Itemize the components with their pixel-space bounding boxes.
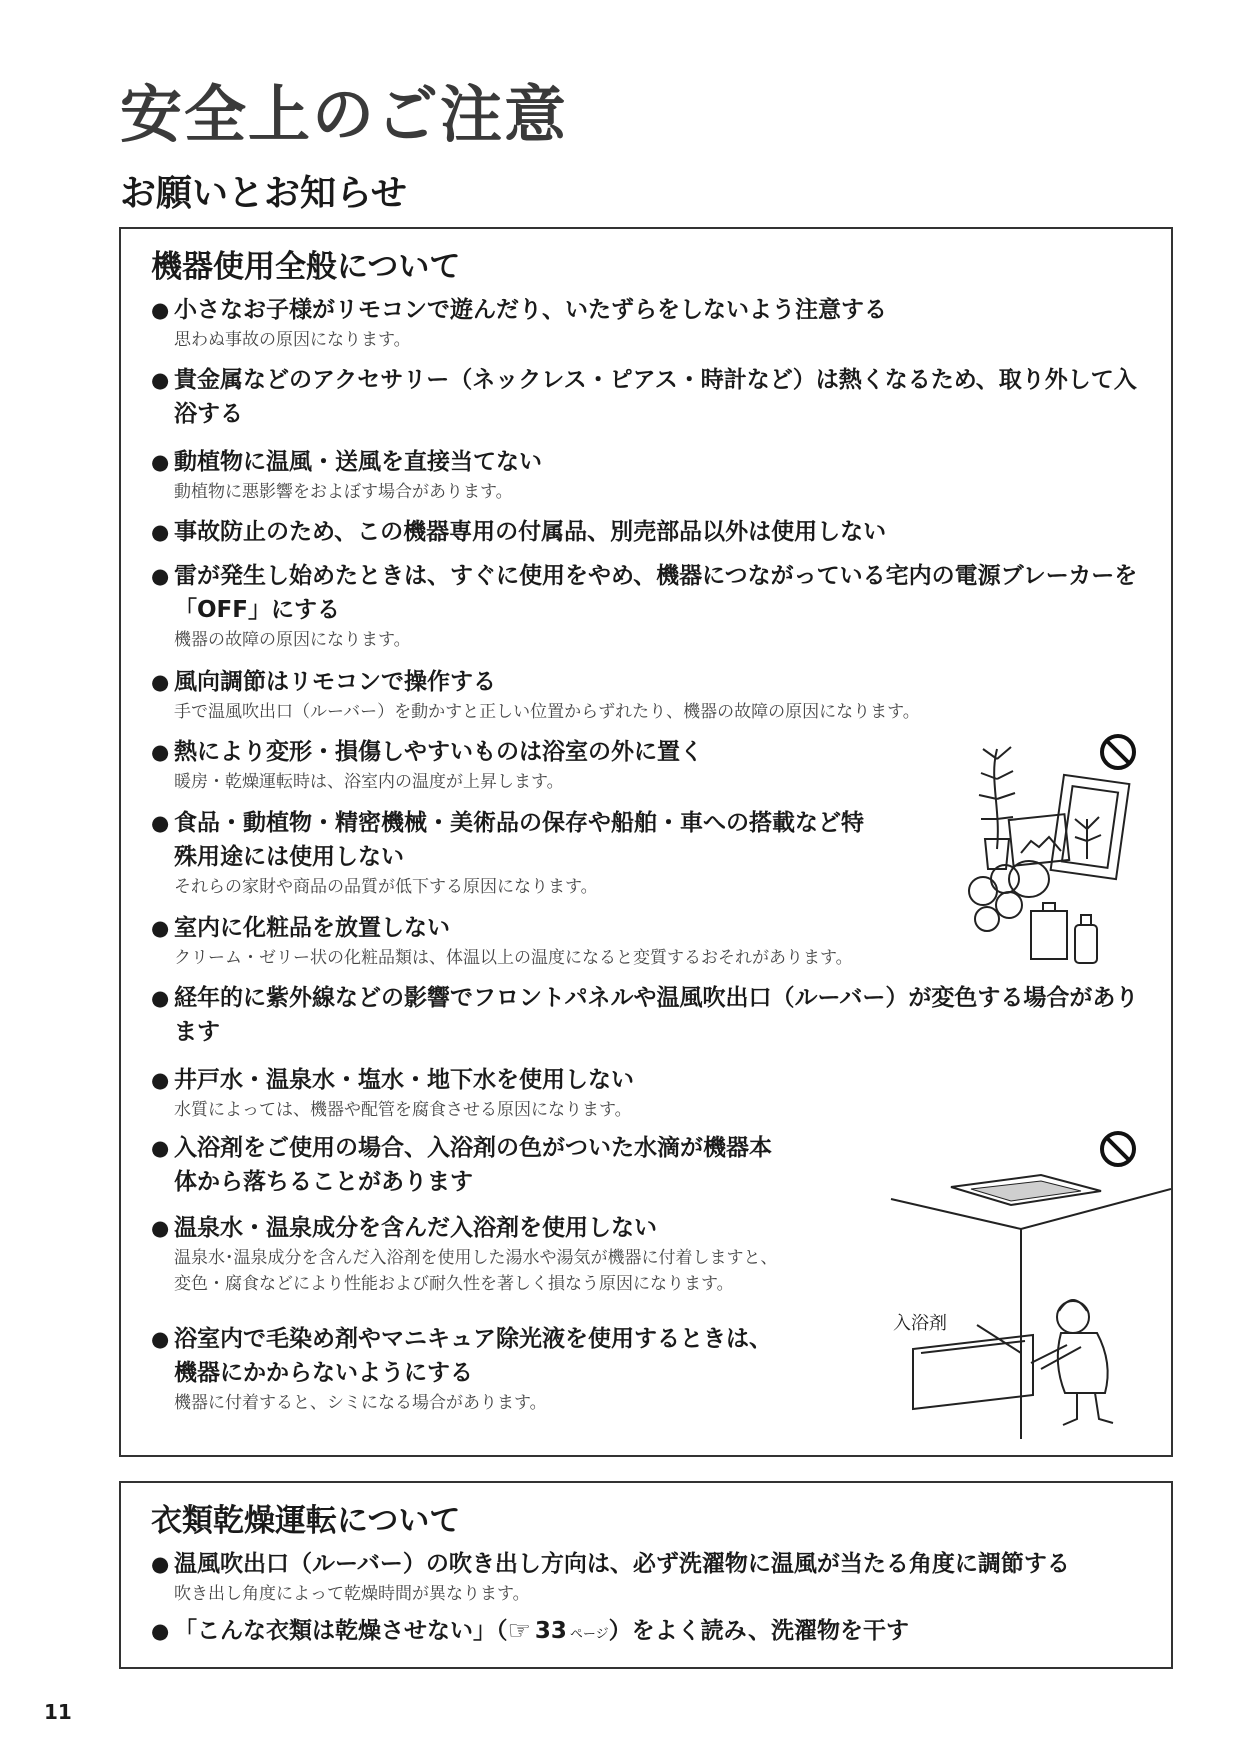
- list-item: [151, 806, 881, 900]
- bullet-icon: ●: [151, 1216, 170, 1240]
- list-item: [151, 1063, 1151, 1123]
- item-note: 水質によっては、機器や配管を腐食させる原因になります。: [174, 1100, 632, 1120]
- bullet-icon: ●: [151, 564, 170, 588]
- bullet-icon: ●: [151, 368, 170, 392]
- page-number: 11: [44, 1700, 72, 1724]
- list-item: [151, 1211, 791, 1297]
- item-title: ● 貴金属などのアクセサリー（ネックレス・ピアス・時計など）は熱くなるため、取り外して入浴する: [151, 363, 1151, 431]
- item-title: ● 動植物に温風・送風を直接当てない: [151, 445, 1151, 479]
- item-note: 機器の故障の原因になります。: [174, 630, 411, 650]
- item-title: ● 室内に化粧品を放置しない: [151, 911, 1151, 945]
- item-note: 機器に付着すると、シミになる場合があります。: [174, 1393, 547, 1413]
- section-title: お願いとお知らせ: [120, 173, 407, 214]
- bullet-icon: ●: [151, 670, 170, 694]
- item-note: 動植物に悪影響をおよぼす場合があります。: [174, 482, 513, 502]
- list-item: [151, 1614, 1161, 1652]
- ref-page-unit: ページ: [569, 1627, 609, 1642]
- item-note: 手で温風吹出口（ルーバー）を動かすと正しい位置からずれたり、機器の故障の原因になります。: [174, 702, 920, 722]
- item-title: ● 食品・動植物・精密機械・美術品の保存や船舶・車への搭載など特殊用途には使用しない: [151, 806, 881, 874]
- list-item: [151, 1131, 791, 1199]
- list-item: [151, 735, 951, 795]
- bullet-icon: ●: [151, 916, 170, 940]
- item-title: ● 浴室内で毛染め剤やマニキュア除光液を使用するときは、機器にかからないようにする: [151, 1322, 791, 1390]
- ref-pre: 「こんな衣類は乾燥させない」（: [174, 1618, 508, 1644]
- bullet-icon: ●: [151, 1327, 170, 1351]
- bullet-icon: ●: [151, 1068, 170, 1092]
- item-note: それらの家財や商品の品質が低下する原因になります。: [174, 877, 598, 897]
- item-note: クリーム・ゼリー状の化粧品類は、体温以上の温度になると変質するおそれがあります。: [174, 948, 853, 968]
- item-title: ● 風向調節はリモコンで操作する: [151, 665, 1151, 699]
- bullet-icon: ●: [151, 811, 170, 835]
- item-title: ● 井戸水・温泉水・塩水・地下水を使用しない: [151, 1063, 1151, 1097]
- item-note: 思わぬ事故の原因になります。: [174, 330, 411, 350]
- bullet-icon: ●: [151, 298, 170, 322]
- bullet-icon: ●: [151, 1136, 170, 1160]
- item-note: 温泉水･温泉成分を含んだ入浴剤を使用した湯水や湯気が機器に付着しますと、変色・腐食などにより性能および耐久性を著しく損なう原因になります。: [174, 1248, 778, 1294]
- illustration-label: 入浴剤: [893, 1313, 947, 1334]
- list-item: [151, 559, 1151, 653]
- bullet-icon: ●: [151, 1619, 170, 1643]
- pointing-hand-icon: ☞: [507, 1616, 531, 1646]
- list-item: [151, 445, 1151, 505]
- bullet-icon: ●: [151, 450, 170, 474]
- item-note: 吹き出し角度によって乾燥時間が異なります。: [174, 1584, 530, 1604]
- list-item: [151, 665, 1151, 725]
- list-item: [151, 1322, 791, 1416]
- bullet-icon: ●: [151, 520, 170, 544]
- item-note: 暖房・乾燥運転時は、浴室内の温度が上昇します。: [174, 772, 564, 792]
- item-title: ● 入浴剤をご使用の場合、入浴剤の色がついた水滴が機器本体から落ちることがあります: [151, 1131, 791, 1199]
- plant-and-frames-illustration: [959, 729, 1141, 969]
- list-item: [151, 363, 1151, 431]
- general-usage-box: [119, 227, 1173, 1457]
- item-title: [151, 1614, 1161, 1652]
- prohibition-icon: [1098, 1129, 1138, 1169]
- bullet-icon: ●: [151, 740, 170, 764]
- item-title: ● 小さなお子様がリモコンで遊んだり、いたずらをしないよう注意する: [151, 293, 1151, 327]
- box-heading-drying: 衣類乾燥運転について: [151, 1503, 461, 1539]
- item-title: ● 事故防止のため、この機器専用の付属品、別売部品以外は使用しない: [151, 515, 1151, 549]
- bullet-icon: ●: [151, 986, 170, 1010]
- box-heading-general: 機器使用全般について: [151, 249, 461, 285]
- item-title: ● 雷が発生し始めたときは、すぐに使用をやめ、機器につながっている宅内の電源ブレーカーを「OFF」にする: [151, 559, 1151, 627]
- ref-post: ）をよく読み、洗濯物を干す: [608, 1618, 909, 1644]
- bullet-icon: ●: [151, 1552, 170, 1576]
- item-title: ● 温風吹出口（ルーバー）の吹き出し方向は、必ず洗濯物に温風が当たる角度に調節する: [151, 1547, 1161, 1581]
- list-item: [151, 1547, 1161, 1607]
- list-item: [151, 515, 1151, 549]
- page-title: 安全上のご注意: [120, 78, 569, 151]
- list-item: [151, 293, 1151, 353]
- item-title: ● 経年的に紫外線などの影響でフロントパネルや温風吹出口（ルーバー）が変色する場合があります: [151, 981, 1151, 1049]
- item-title: ● 熱により変形・損傷しやすいものは浴室の外に置く: [151, 735, 951, 769]
- clothes-drying-box: [119, 1481, 1173, 1669]
- list-item: [151, 981, 1151, 1049]
- item-title: ● 温泉水・温泉成分を含んだ入浴剤を使用しない: [151, 1211, 791, 1245]
- ref-page-link[interactable]: 33: [534, 1618, 567, 1644]
